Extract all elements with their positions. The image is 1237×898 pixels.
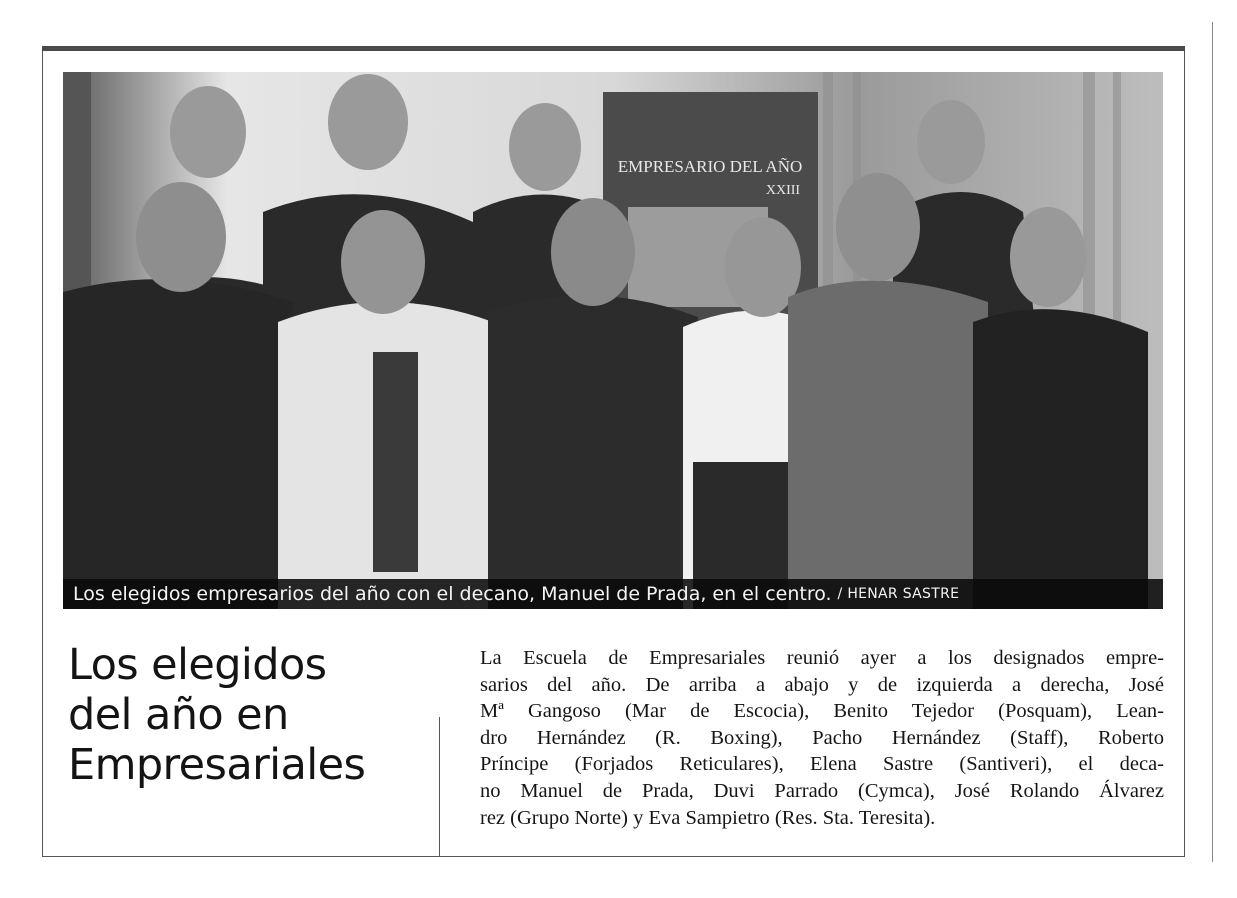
photo-caption — [63, 579, 1163, 609]
body-line: sarios del año. De arriba a abajo y de izquierda a derecha, José — [480, 673, 1164, 696]
box-border-right — [1184, 51, 1185, 857]
headline-line: del año en — [68, 690, 289, 740]
article-body — [480, 645, 1164, 831]
body-line: rez (Grupo Norte) y Eva Sampietro (Res. Sta. Teresita). — [480, 806, 936, 829]
body-line: La Escuela de Empresariales reunió ayer a los designados empre- — [480, 647, 1164, 669]
body-line: Mª Gangoso (Mar de Escocia), Benito Tejedor (Posquam), Lean- — [480, 700, 1164, 723]
box-border-left — [42, 51, 43, 857]
caption-text: Los elegidos empresarios del año con el decano, Manuel de Prada, en el centro. — [73, 583, 832, 605]
body-line: no Manuel de Prada, Duvi Parrado (Cymca), José Rolando Álvarez — [480, 779, 1164, 802]
body-line: dro Hernández (R. Boxing), Pacho Hernández (Staff), Roberto — [480, 726, 1164, 749]
column-divider — [1212, 22, 1213, 862]
article-headline — [68, 640, 428, 790]
headline-line: Empresariales — [68, 740, 366, 790]
group-photo — [63, 72, 1163, 609]
svg-text:XXIII: XXIII — [765, 183, 801, 198]
box-border-bottom — [42, 856, 1185, 857]
svg-text:EMPRESARIO DEL AÑO: EMPRESARIO DEL AÑO — [617, 157, 803, 176]
photo-credit: / HENAR SASTRE — [837, 586, 960, 602]
headline-line: Los elegidos — [68, 640, 327, 690]
top-rule — [42, 46, 1185, 51]
headline-divider — [439, 717, 440, 857]
body-line: Príncipe (Forjados Reticulares), Elena Sastre (Santiveri), el deca- — [480, 753, 1164, 776]
